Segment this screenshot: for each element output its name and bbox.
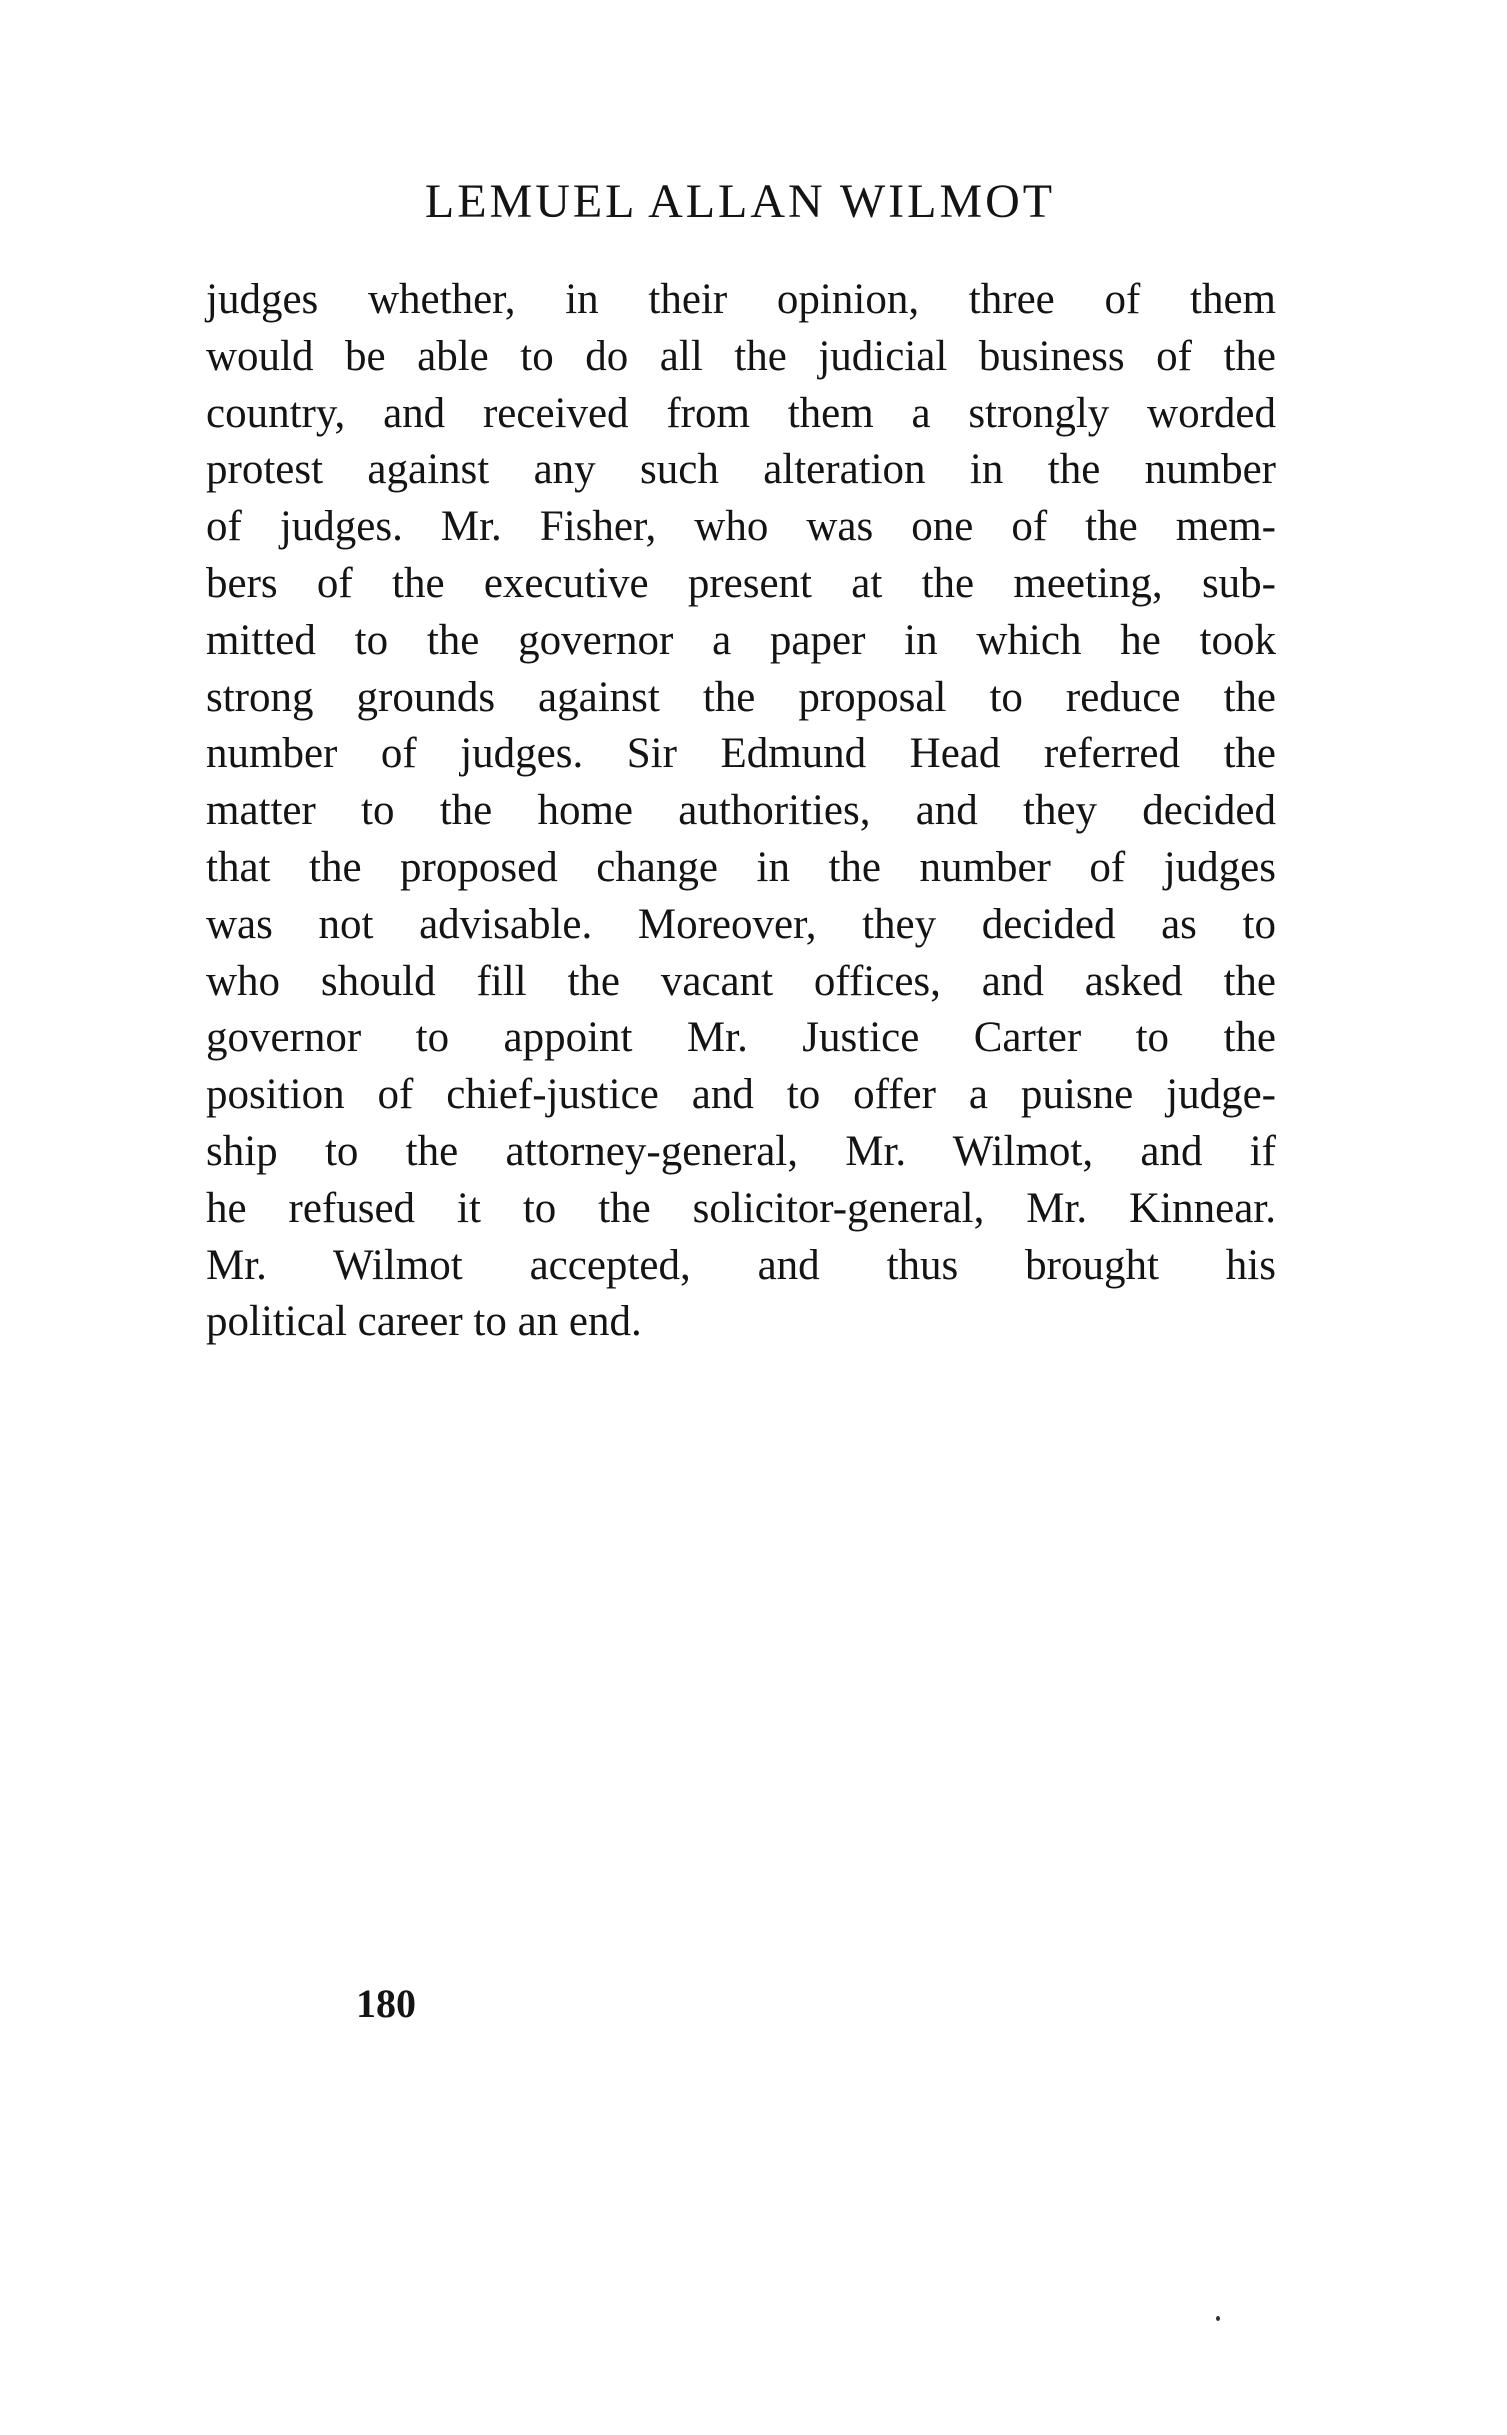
text-line: ship to the attorney-general, Mr. Wilmot, and if	[206, 1127, 1276, 1175]
text-line: protest against any such alteration in the number	[206, 446, 1276, 494]
text-line: strong grounds against the proposal to reduce the	[206, 673, 1276, 721]
text-line: bers of the executive present at the meeting, sub-	[206, 559, 1276, 607]
text-line: governor to appoint Mr. Justice Carter to the	[206, 1014, 1276, 1062]
text-line: he refused it to the solicitor-general, Mr. Kinnear.	[206, 1184, 1276, 1232]
running-head: LEMUEL ALLAN WILMOT	[424, 175, 1056, 228]
text-line: mitted to the governor a paper in which he took	[206, 616, 1276, 664]
text-line: was not advisable. Moreover, they decided as to	[206, 900, 1276, 948]
text-line: Mr. Wilmot accepted, and thus brought his	[206, 1241, 1276, 1289]
text-line: number of judges. Sir Edmund Head referred the	[206, 730, 1276, 778]
body-paragraph	[206, 272, 1276, 1351]
text-line: of judges. Mr. Fisher, who was one of the mem-	[206, 503, 1276, 551]
text-line: who should fill the vacant offices, and asked the	[206, 957, 1276, 1005]
page-number: 180	[356, 1981, 416, 2026]
text-line: position of chief-justice and to offer a puisne judge-	[206, 1071, 1276, 1119]
text-line: country, and received from them a strongly worded	[206, 389, 1276, 437]
text-line: that the proposed change in the number of judges	[206, 843, 1276, 891]
text-line: matter to the home authorities, and they decided	[206, 787, 1276, 835]
text-line: would be able to do all the judicial business of the	[206, 332, 1276, 380]
scan-speck	[1216, 2316, 1220, 2321]
text-line: political career to an end.	[206, 1298, 642, 1346]
text-line: judges whether, in their opinion, three of them	[206, 276, 1276, 323]
